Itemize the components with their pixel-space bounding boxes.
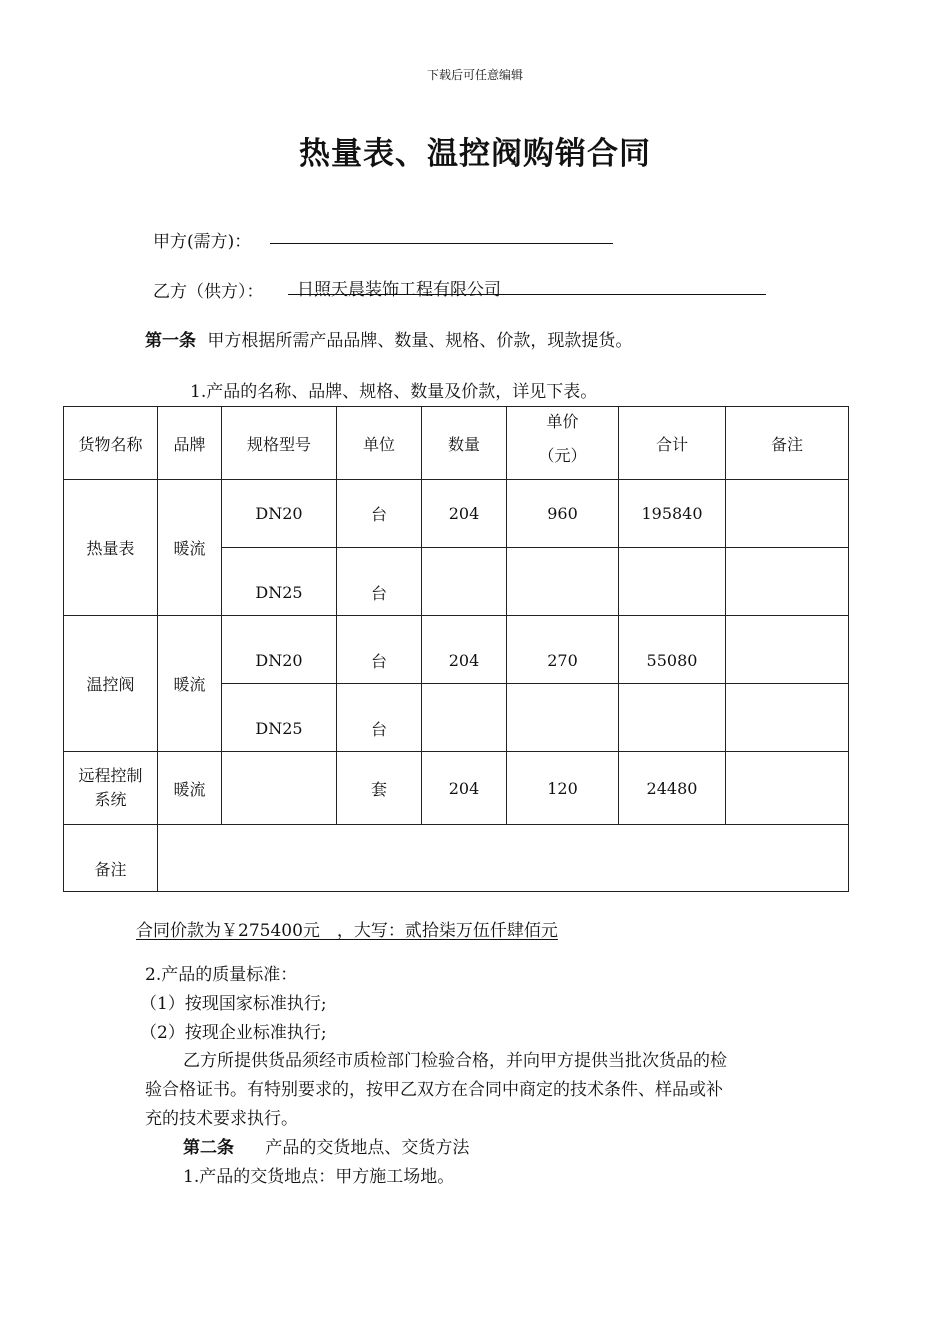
table-row xyxy=(64,616,849,684)
cell-spec: DN25 xyxy=(222,684,337,752)
cell-price xyxy=(507,684,619,752)
header-brand: 品牌 xyxy=(158,407,222,480)
cell-qty xyxy=(422,548,507,616)
header-note: 下载后可任意编辑 xyxy=(426,68,523,82)
cell-total xyxy=(619,548,726,616)
table-remark-row xyxy=(64,825,849,892)
cell-remark xyxy=(726,480,849,548)
cell-remark xyxy=(726,548,849,616)
item-2-option-1: （1）按现国家标准执行; xyxy=(140,994,327,1014)
item-2-option-2: （2）按现企业标准执行; xyxy=(140,1023,327,1043)
remark-label: 备注 xyxy=(64,825,158,892)
cell-spec: DN20 xyxy=(222,480,337,548)
table-row xyxy=(64,480,849,548)
cell-unit: 台 xyxy=(337,480,422,548)
party-b-label: 乙方（供方）： xyxy=(153,282,264,302)
cell-qty: 204 xyxy=(422,752,507,825)
cell-total: 55080 xyxy=(619,616,726,684)
cell-total: 195840 xyxy=(619,480,726,548)
cell-name: 热量表 xyxy=(64,480,158,616)
cell-qty: 204 xyxy=(422,480,507,548)
header-remark: 备注 xyxy=(726,407,849,480)
cell-price: 120 xyxy=(507,752,619,825)
item-2-paragraph-line-3: 充的技术要求执行。 xyxy=(145,1109,298,1129)
article-1 xyxy=(145,326,632,351)
cell-unit: 台 xyxy=(337,616,422,684)
cell-unit: 台 xyxy=(337,548,422,616)
cell-price xyxy=(507,548,619,616)
cell-spec: DN25 xyxy=(222,548,337,616)
delivery-place: 1.产品的交货地点：甲方施工场地。 xyxy=(183,1167,455,1187)
party-a-underline xyxy=(270,243,613,244)
cell-name-line1: 远程控制 xyxy=(78,766,143,785)
item-2-paragraph-line-1: 乙方所提供货品须经市质检部门检验合格，并向甲方提供当批次货品的检 xyxy=(183,1051,727,1071)
header-price-line1: 单价 xyxy=(546,412,579,431)
goods-table xyxy=(63,406,849,892)
cell-price: 270 xyxy=(507,616,619,684)
party-b-value: 日照天晨装饰工程有限公司 xyxy=(297,280,501,300)
cell-name: 温控阀 xyxy=(64,616,158,752)
cell-name-line2: 系统 xyxy=(94,790,127,809)
article-1-text: 甲方根据所需产品品牌、数量、规格、价款，现款提货。 xyxy=(207,331,633,351)
header-total: 合计 xyxy=(619,407,726,480)
header-name: 货物名称 xyxy=(64,407,158,480)
header-price xyxy=(507,407,619,480)
header-spec: 规格型号 xyxy=(222,407,337,480)
contract-price: 合同价款为￥275400元 ，大写：贰拾柒万伍仟肆佰元 xyxy=(136,921,558,941)
article-2-text: 产品的交货地点、交货方法 xyxy=(265,1138,470,1158)
item-2-title: 2.产品的质量标准： xyxy=(145,965,298,985)
cell-brand: 暖流 xyxy=(158,480,222,616)
cell-remark xyxy=(726,616,849,684)
party-a-label: 甲方(需方)： xyxy=(153,232,252,252)
article-2 xyxy=(183,1133,469,1158)
remark-value xyxy=(158,825,849,892)
cell-unit: 套 xyxy=(337,752,422,825)
cell-remark xyxy=(726,684,849,752)
contract-title: 热量表、温控阀购销合同 xyxy=(299,136,651,172)
cell-qty: 204 xyxy=(422,616,507,684)
cell-total xyxy=(619,684,726,752)
article-2-label: 第二条 xyxy=(183,1138,234,1158)
cell-price: 960 xyxy=(507,480,619,548)
cell-unit: 台 xyxy=(337,684,422,752)
item-2-paragraph-line-2: 验合格证书。有特别要求的，按甲乙双方在合同中商定的技术条件、样品或补 xyxy=(145,1080,723,1100)
header-price-line2: （元） xyxy=(538,446,587,465)
table-header-row xyxy=(64,407,849,480)
cell-brand: 暖流 xyxy=(158,616,222,752)
cell-spec: DN20 xyxy=(222,616,337,684)
cell-name xyxy=(64,752,158,825)
table-row xyxy=(64,752,849,825)
article-1-label: 第一条 xyxy=(145,331,196,351)
cell-total: 24480 xyxy=(619,752,726,825)
cell-spec xyxy=(222,752,337,825)
cell-qty xyxy=(422,684,507,752)
header-qty: 数量 xyxy=(422,407,507,480)
item-1-intro: 1.产品的名称、品牌、规格、数量及价款，详见下表。 xyxy=(190,382,598,402)
cell-remark xyxy=(726,752,849,825)
header-unit: 单位 xyxy=(337,407,422,480)
cell-brand: 暖流 xyxy=(158,752,222,825)
